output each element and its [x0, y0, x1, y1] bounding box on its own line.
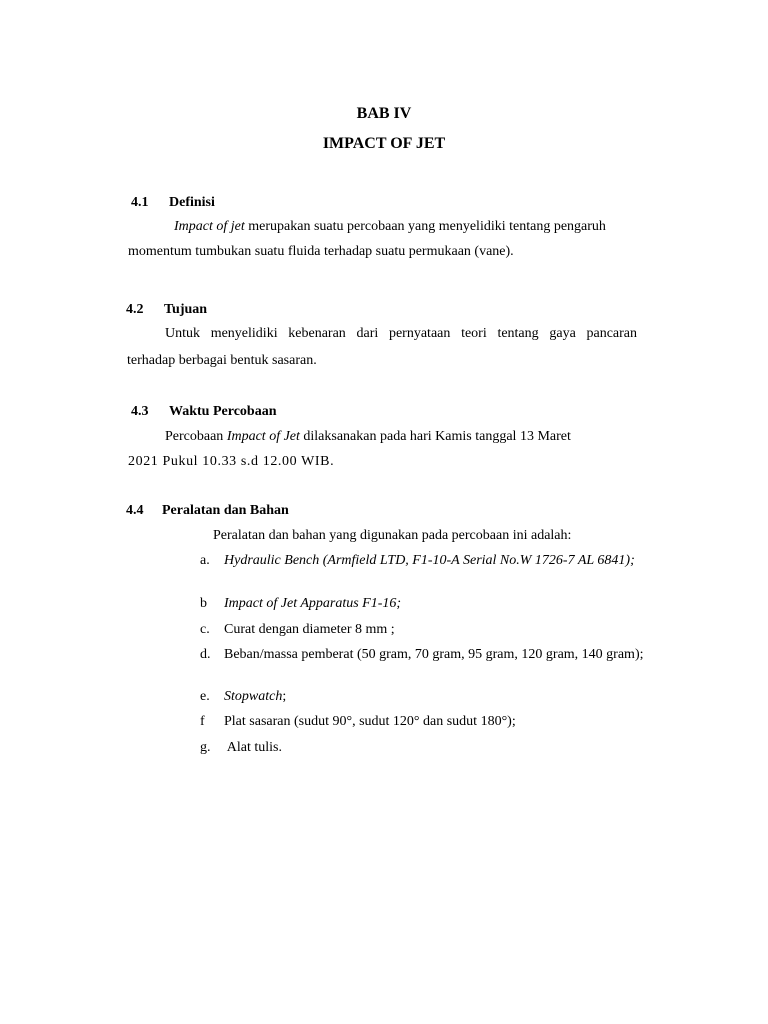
- section-title: Definisi: [169, 195, 215, 210]
- italic-term: Impact of jet: [174, 219, 245, 234]
- paragraph-text: Percobaan: [165, 429, 227, 444]
- list-intro: Peralatan dan bahan yang digunakan pada percobaan ini adalah:: [213, 528, 572, 543]
- list-marker: b: [200, 596, 207, 611]
- list-marker: g.: [200, 740, 211, 755]
- paragraph-text: merupakan suatu percobaan yang menyelidiki tentang pengaruh: [244, 219, 606, 234]
- paragraph-line: [165, 428, 571, 446]
- chapter-title: IMPACT OF JET: [322, 135, 446, 152]
- section-heading-tujuan: [126, 301, 207, 319]
- section-title: Waktu Percobaan: [169, 404, 277, 419]
- italic-term: Impact of Jet Apparatus F1-16;: [224, 596, 402, 611]
- list-item-text: [224, 713, 645, 730]
- paragraph-line: Untuk menyelidiki kebenaran dari pernyataan teori tentang gaya pancaran: [165, 326, 637, 341]
- italic-term: Impact of Jet: [226, 429, 300, 444]
- item-text: ;: [282, 689, 287, 704]
- section-number: 4.3: [131, 404, 149, 419]
- italic-term: Stopwatch: [224, 689, 283, 704]
- list-item-text: [224, 552, 645, 569]
- list-marker: f: [200, 714, 205, 729]
- list-item-text: [224, 621, 645, 638]
- paragraph-line: 2021 Pukul 10.33 s.d 12.00 WIB.: [128, 454, 335, 469]
- chapter-number: BAB IV: [356, 105, 412, 122]
- item-text: Curat dengan diameter 8 mm ;: [224, 622, 395, 637]
- section-number: 4.2: [126, 302, 144, 317]
- list-marker: e.: [200, 689, 210, 704]
- italic-term: Hydraulic Bench (Armfield LTD, F1-10-A Serial No.W 1726-7 AL 6841);: [224, 553, 635, 568]
- section-title: Tujuan: [164, 302, 208, 317]
- list-item-text: [224, 739, 645, 756]
- item-text: Plat sasaran (sudut 90°, sudut 120° dan sudut 180°);: [224, 714, 516, 729]
- section-title: Peralatan dan Bahan: [162, 503, 289, 518]
- paragraph-text: dilaksanakan pada hari Kamis tanggal 13 Maret: [299, 429, 571, 444]
- list-marker: a.: [200, 553, 210, 568]
- paragraph-line: [174, 218, 606, 236]
- list-marker: d.: [200, 647, 211, 662]
- list-marker: c.: [200, 622, 210, 637]
- section-number: 4.1: [131, 195, 149, 210]
- paragraph-line: momentum tumbukan suatu fluida terhadap suatu permukaan (vane).: [128, 244, 514, 259]
- paragraph-line: terhadap berbagai bentuk sasaran.: [127, 353, 317, 368]
- list-item-text: [224, 595, 645, 612]
- item-text: Alat tulis.: [224, 740, 282, 755]
- section-heading-waktu-percobaan: [131, 403, 276, 421]
- list-item-text: [224, 688, 645, 705]
- section-number: 4.4: [126, 503, 144, 518]
- list-item-text: [224, 646, 645, 663]
- section-heading-definisi: [131, 194, 215, 212]
- section-heading-peralatan-dan-bahan: [126, 502, 289, 520]
- item-text: Beban/massa pemberat (50 gram, 70 gram, 95 gram, 120 gram, 140 gram);: [224, 647, 644, 662]
